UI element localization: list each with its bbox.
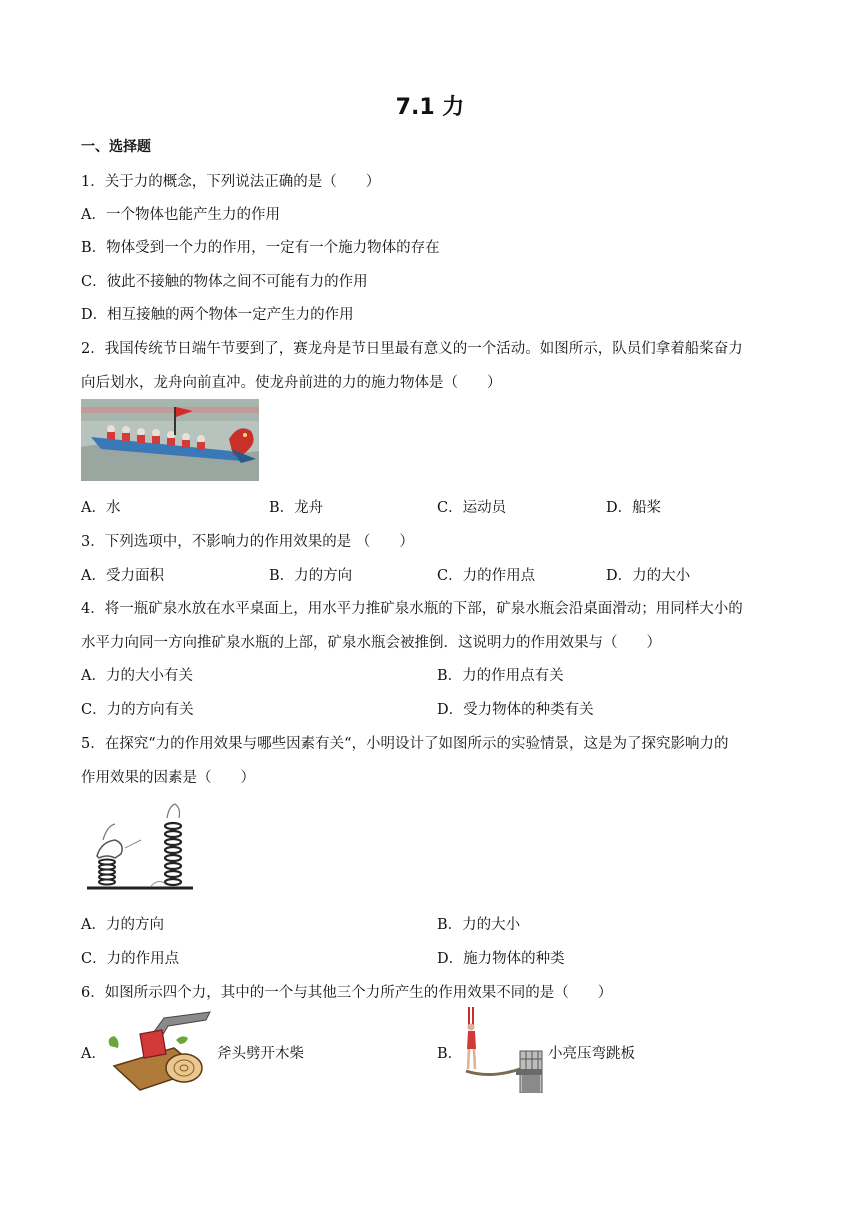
q5-option-b[interactable]: B．力的大小 bbox=[437, 917, 521, 933]
q6-option-a-letter[interactable]: A． bbox=[81, 1046, 106, 1062]
q3-option-a[interactable]: A．受力面积 bbox=[81, 568, 164, 584]
q4-option-a[interactable]: A．力的大小有关 bbox=[81, 668, 193, 684]
section-heading: 一、选择题 bbox=[81, 139, 151, 155]
q4-stem-line2: 水平力向同一方向推矿泉水瓶的上部，矿泉水瓶会被推倒．这说明力的作用效果与（ ） bbox=[81, 635, 661, 651]
q2-option-d[interactable]: D．船桨 bbox=[606, 500, 662, 516]
q5-stem-line2: 作用效果的因素是（ ） bbox=[81, 770, 255, 786]
q3-stem: 3．下列选项中，不影响力的作用效果的是 （ ） bbox=[81, 534, 414, 550]
q1-option-b[interactable]: B．物体受到一个力的作用，一定有一个施力物体的存在 bbox=[81, 240, 440, 256]
q1-option-a[interactable]: A．一个物体也能产生力的作用 bbox=[81, 207, 280, 223]
dragon-boat-image bbox=[81, 399, 259, 481]
q2-stem-line1: 2．我国传统节日端午节要到了，赛龙舟是节日里最有意义的一个活动。如图所示，队员们拿着船桨奋力 bbox=[81, 341, 743, 357]
q6-option-b-caption: 小亮压弯跳板 bbox=[548, 1046, 635, 1062]
q3-option-c[interactable]: C．力的作用点 bbox=[437, 568, 536, 584]
q4-option-d[interactable]: D．受力物体的种类有关 bbox=[437, 702, 594, 718]
q2-stem-line2: 向后划水，龙舟向前直冲。使龙舟前进的力的施力物体是（ ） bbox=[81, 375, 502, 391]
q5-option-a[interactable]: A．力的方向 bbox=[81, 917, 164, 933]
axe-splitting-wood-image bbox=[104, 1010, 216, 1094]
q6-stem: 6．如图所示四个力，其中的一个与其他三个力所产生的作用效果不同的是（ ） bbox=[81, 985, 613, 1001]
q3-option-d[interactable]: D．力的大小 bbox=[606, 568, 691, 584]
q2-option-c[interactable]: C．运动员 bbox=[437, 500, 507, 516]
q2-option-a[interactable]: A．水 bbox=[81, 500, 121, 516]
page-title: 7.1 力 bbox=[395, 95, 465, 120]
q2-option-b[interactable]: B．龙舟 bbox=[269, 500, 324, 516]
spring-experiment-image bbox=[85, 800, 195, 896]
q1-stem: 1．关于力的概念，下列说法正确的是（ ） bbox=[81, 174, 381, 190]
q1-option-c[interactable]: C．彼此不接触的物体之间不可能有力的作用 bbox=[81, 274, 368, 290]
q4-option-c[interactable]: C．力的方向有关 bbox=[81, 702, 194, 718]
q4-stem-line1: 4．将一瓶矿泉水放在水平桌面上，用水平力推矿泉水瓶的下部，矿泉水瓶会沿桌面滑动；用同样大小的 bbox=[81, 601, 743, 617]
q3-option-b[interactable]: B．力的方向 bbox=[269, 568, 353, 584]
q6-option-b-letter[interactable]: B． bbox=[437, 1046, 463, 1062]
q5-option-d[interactable]: D．施力物体的种类 bbox=[437, 951, 565, 967]
q5-stem-line1: 5．在探究“力的作用效果与哪些因素有关“，小明设计了如图所示的实验情景，这是为了探究影响力的 bbox=[81, 736, 729, 752]
q6-option-a-caption: 斧头劈开木柴 bbox=[217, 1046, 304, 1062]
springboard-diver-image bbox=[460, 1005, 546, 1093]
q4-option-b[interactable]: B．力的作用点有关 bbox=[437, 668, 564, 684]
q5-option-c[interactable]: C．力的作用点 bbox=[81, 951, 180, 967]
q1-option-d[interactable]: D．相互接触的两个物体一定产生力的作用 bbox=[81, 307, 354, 323]
